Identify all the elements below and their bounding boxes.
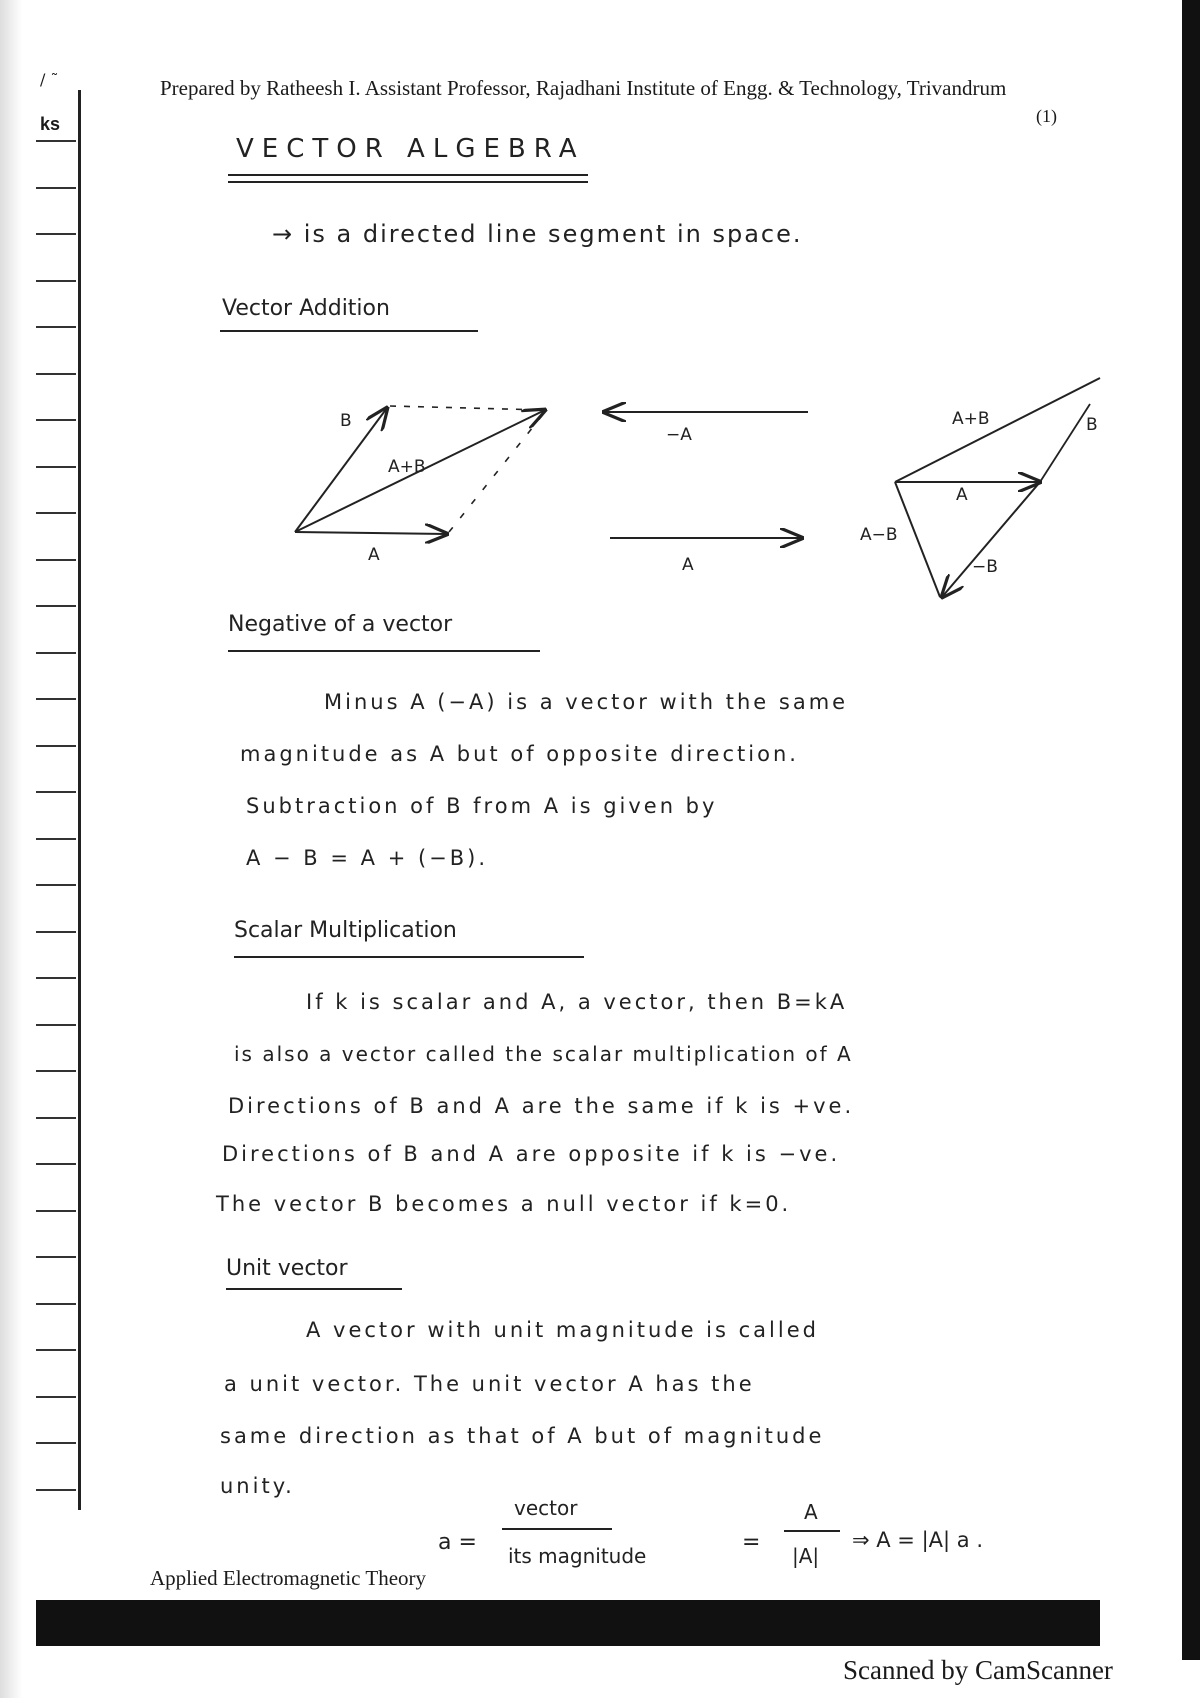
heading-underline [228, 650, 540, 652]
vector-definition: → is a directed line segment in space. [272, 220, 803, 248]
formula-numerator-2: A [804, 1500, 818, 1524]
binder-tick [36, 652, 76, 654]
fraction-bar [502, 1528, 612, 1530]
label-a-plus-b: A+B [388, 457, 426, 477]
label-a: A [368, 545, 380, 565]
formula-result: ⇒ A = |A| a . [852, 1528, 983, 1552]
binder-tick [36, 838, 76, 840]
vector-a-arrow [295, 532, 447, 534]
negative-line-2: magnitude as A but of opposite direction. [240, 742, 799, 766]
binder-tick [36, 1070, 76, 1072]
vector-tri-a-plus-b [895, 378, 1100, 482]
formula-denominator: its magnitude [508, 1544, 647, 1568]
negative-line-4: A − B = A + (−B). [246, 846, 489, 870]
dashed-side-right [449, 412, 545, 532]
vector-addition-diagrams [0, 0, 1200, 640]
binder-tick [36, 698, 76, 700]
heading-vector-addition: Vector Addition [222, 296, 390, 321]
binder-tick [36, 1303, 76, 1305]
binder-tick [36, 931, 76, 933]
label-tri-a-minus-b: A−B [860, 525, 898, 545]
binder-tick [36, 1256, 76, 1258]
unit-line-1: A vector with unit magnitude is called [306, 1318, 819, 1342]
corner-mark: / ˜ [40, 70, 59, 89]
dashed-side-top [390, 406, 545, 410]
heading-unit-vector: Unit vector [226, 1256, 348, 1281]
binder-tick [36, 1163, 76, 1165]
heading-negative-vector: Negative of a vector [228, 612, 453, 637]
footer-course-title: Applied Electromagnetic Theory [150, 1566, 427, 1590]
scalar-line-5: The vector B becomes a null vector if k=0. [216, 1192, 792, 1216]
label-tri-a: A [956, 485, 968, 505]
binder-tick [36, 977, 76, 979]
scalar-line-3: Directions of B and A are the same if k is +ve. [228, 1094, 855, 1118]
vector-tri-a-minus-b [895, 482, 940, 597]
fraction-bar-2 [784, 1530, 840, 1532]
formula-equals: = [742, 1530, 761, 1555]
heading-underline [234, 956, 584, 958]
binder-tick [36, 1210, 76, 1212]
binder-tick [36, 1396, 76, 1398]
label-b: B [340, 411, 352, 431]
negative-line-3: Subtraction of B from A is given by [246, 794, 718, 818]
binder-tick [36, 745, 76, 747]
heading-scalar-multiplication: Scalar Multiplication [234, 918, 457, 943]
scalar-line-4: Directions of B and A are opposite if k is −ve. [222, 1142, 841, 1166]
binder-tick [36, 1349, 76, 1351]
formula-numerator: vector [514, 1496, 578, 1520]
label-neg-a: −A [666, 425, 692, 445]
page-number: (1) [1036, 106, 1057, 126]
vector-tri-b [1040, 404, 1090, 482]
footer-bar [36, 1600, 1100, 1646]
unit-line-4: unity. [220, 1474, 295, 1498]
binder-tick [36, 1024, 76, 1026]
negative-line-1: Minus A (−A) is a vector with the same [324, 690, 849, 714]
formula-lhs: a = [438, 1530, 477, 1555]
formula-denominator-2: |A| [792, 1544, 820, 1568]
page-title: VECTOR ALGEBRA [236, 134, 585, 164]
heading-underline [226, 1288, 402, 1290]
label-tri-b: B [1086, 415, 1098, 435]
page-header: Prepared by Ratheesh I. Assistant Professor, Rajadhani Institute of Engg. & Technology, Trivandrum [160, 76, 1007, 100]
label-a2: A [682, 555, 694, 575]
binder-tick [36, 791, 76, 793]
label-tri-neg-b: −B [972, 557, 998, 577]
binder-tick [36, 1117, 76, 1119]
scalar-line-1: If k is scalar and A, a vector, then B=kA [306, 990, 848, 1014]
binder-tick [36, 1489, 76, 1491]
unit-line-2: a unit vector. The unit vector A has the [224, 1372, 755, 1396]
margin-label: ks [40, 114, 61, 134]
binder-tick [36, 1442, 76, 1444]
scalar-line-2: is also a vector called the scalar multiplication of A [234, 1042, 853, 1066]
label-tri-a-plus-b: A+B [952, 409, 990, 429]
binder-tick [36, 884, 76, 886]
scanner-watermark: Scanned by CamScanner [843, 1655, 1113, 1685]
unit-line-3: same direction as that of A but of magnitude [220, 1424, 825, 1448]
